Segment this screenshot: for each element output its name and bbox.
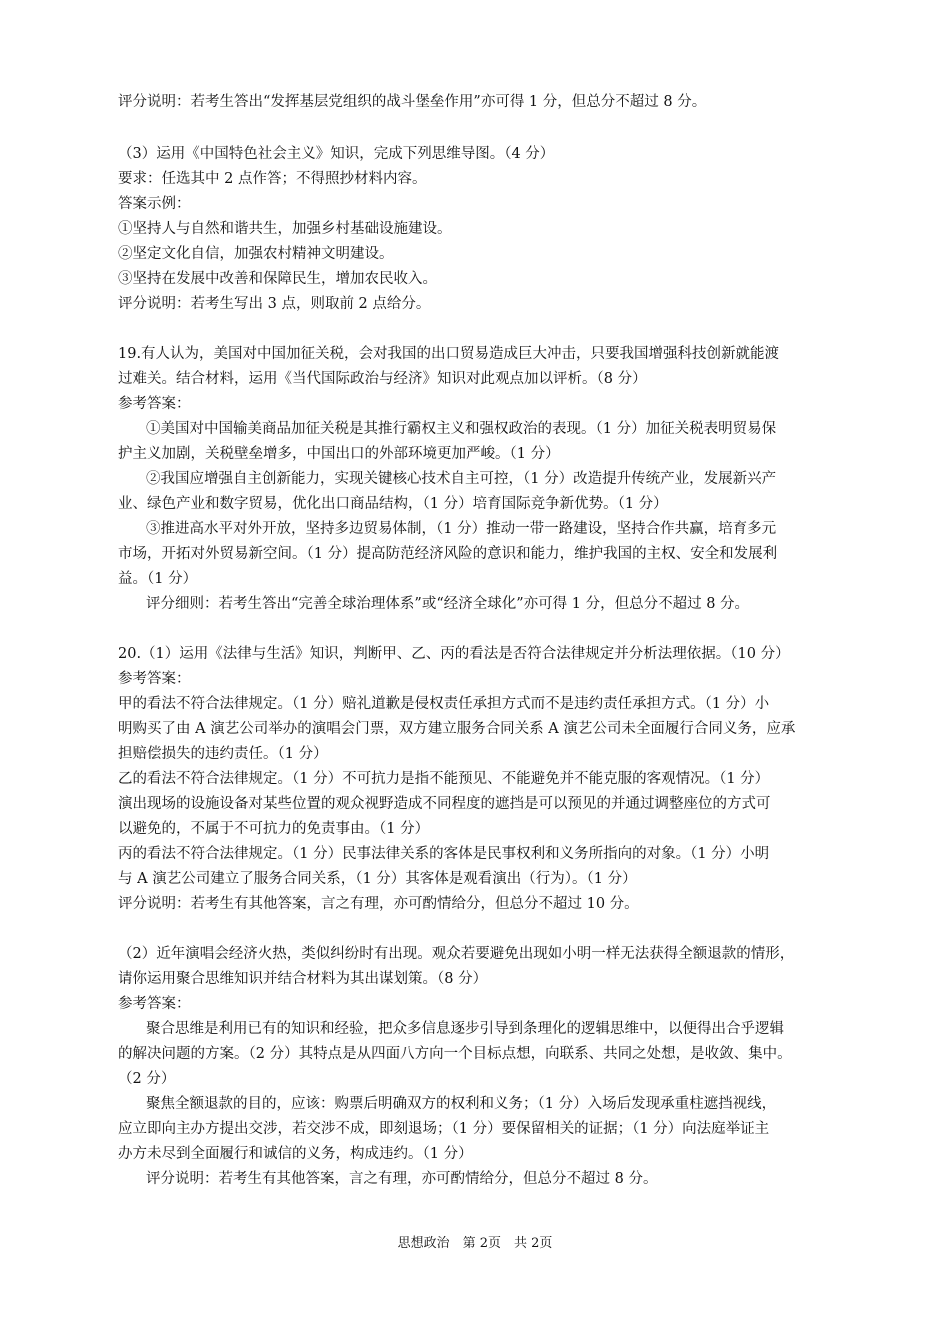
score-note-18-3: 评分说明：若考生写出 3 点，则取前 2 点给分。 [118, 296, 431, 312]
answer-19-p3-line-1: ③推进高水平对外开放，坚持多边贸易体制，（1 分）推动一带一路建设，坚持合作共赢，培育多元 [146, 521, 777, 537]
answer-yi-line-2: 演出现场的设施设备对某些位置的观众视野造成不同程度的遮挡是可以预见的并通过调整座位的方式可 [118, 796, 771, 812]
answer-19-p3-line-3: 益。（1 分） [118, 571, 198, 587]
score-note-19: 评分细则：若考生答出“完善全球治理体系”或“经济全球化”亦可得 1 分，但总分不超过 8 分。 [146, 596, 750, 612]
score-note-20-1: 评分说明：若考生有其他答案，言之有理，亦可酌情给分，但总分不超过 10 分。 [118, 896, 639, 912]
question-19-line-2: 过难关。结合材料，运用《当代国际政治与经济》知识对此观点加以评析。（8 分） [118, 371, 647, 387]
answer-label-20-1: 参考答案： [118, 671, 191, 687]
answer-20-2-p1-line-1: 聚合思维是利用已有的知识和经验，把众多信息逐步引导到条理化的逻辑思维中，以便得出合乎逻辑 [146, 1021, 784, 1037]
question-20-2-line-2: 请你运用聚合思维知识并结合材料为其出谋划策。（8 分） [118, 971, 488, 987]
answer-bing-line-2: 与 A 演艺公司建立了服务合同关系，（1 分）其客体是观看演出（行为）。（1 分） [118, 871, 637, 887]
answer-20-2-p1-line-2: 的解决问题的方案。（2 分）其特点是从四面八方向一个目标点想，向联系、共同之处想，是收敛、集中。 [118, 1046, 792, 1062]
answer-20-2-p2-line-3: 办方未尽到全面履行和诚信的义务，构成违约。（1 分） [118, 1146, 473, 1162]
answer-label-20-2: 参考答案： [118, 996, 191, 1012]
question-20-2-line-1: （2）近年演唱会经济火热，类似纠纷时有出现。观众若要避免出现如小明一样无法获得全额退款的情形， [118, 946, 795, 962]
answer-19-p2-line-1: ②我国应增强自主创新能力，实现关键核心技术自主可控，（1 分）改造提升传统产业，发展新兴产 [146, 471, 777, 487]
answer-19-p2-line-2: 业、绿色产业和数字贸易，优化出口商品结构，（1 分）培育国际竞争新优势。（1 分） [118, 496, 668, 512]
example-label: 答案示例： [118, 196, 191, 212]
example-item-1: ①坚持人与自然和谐共生，加强乡村基础设施建设。 [118, 221, 452, 237]
answer-bing-line-1: 丙的看法不符合法律规定。（1 分）民事法律关系的客体是民事权利和义务所指向的对象。（1 分）小明 [118, 846, 770, 862]
answer-jia-line-1: 甲的看法不符合法律规定。（1 分）赔礼道歉是侵权责任承担方式而不是违约责任承担方式。（1 分）小 [118, 696, 770, 712]
answer-jia-line-2: 明购买了由 A 演艺公司举办的演唱会门票，双方建立服务合同关系 A 演艺公司未全面履行合同义务，应承 [118, 721, 796, 737]
answer-19-p1-line-2: 护主义加剧，关税壁垒增多，中国出口的外部环境更加严峻。（1 分） [118, 446, 560, 462]
answer-20-2-p2-line-1: 聚焦全额退款的目的，应该：购票后明确双方的权利和义务；（1 分）入场后发现承重柱遮挡视线， [146, 1096, 777, 1112]
answer-19-p3-line-2: 市场，开拓对外贸易新空间。（1 分）提高防范经济风险的意识和能力，维护我国的主权、安全和发展利 [118, 546, 778, 562]
example-item-3: ③坚持在发展中改善和保障民生，增加农民收入。 [118, 271, 437, 287]
score-note-18-2: 评分说明：若考生答出“发挥基层党组织的战斗堡垒作用”亦可得 1 分，但总分不超过 8 分。 [118, 94, 707, 110]
answer-20-2-p1-line-3: （2 分） [118, 1071, 176, 1087]
page-footer: 思想政治 第 2页 共 2页 [397, 1236, 553, 1251]
answer-label-19: 参考答案： [118, 396, 191, 412]
score-note-20-2: 评分说明：若考生有其他答案，言之有理，亦可酌情给分，但总分不超过 8 分。 [146, 1171, 658, 1187]
answer-yi-line-1: 乙的看法不符合法律规定。（1 分）不可抗力是指不能预见、不能避免并不能克服的客观情况。（1 分） [118, 771, 770, 787]
answer-20-2-p2-line-2: 应立即向主办方提出交涉，若交涉不成，即刻退场；（1 分）要保留相关的证据；（1 分）向法庭举证主 [118, 1121, 770, 1137]
requirement-18-3: 要求：任选其中 2 点作答；不得照抄材料内容。 [118, 171, 427, 187]
question-18-3: （3）运用《中国特色社会主义》知识，完成下列思维导图。（4 分） [118, 146, 555, 162]
example-item-2: ②坚定文化自信，加强农村精神文明建设。 [118, 246, 394, 262]
answer-yi-line-3: 以避免的，不属于不可抗力的免责事由。（1 分） [118, 821, 430, 837]
question-20-1: 20.（1）运用《法律与生活》知识，判断甲、乙、丙的看法是否符合法律规定并分析法理依据。（10 分） [118, 646, 790, 662]
question-19-line-1: 19.有人认为，美国对中国加征关税，会对我国的出口贸易造成巨大冲击，只要我国增强科技创新就能渡 [118, 346, 780, 362]
answer-19-p1-line-1: ①美国对中国输美商品加征关税是其推行霸权主义和强权政治的表现。（1 分）加征关税表明贸易保 [146, 421, 777, 437]
answer-jia-line-3: 担赔偿损失的违约责任。（1 分） [118, 746, 328, 762]
